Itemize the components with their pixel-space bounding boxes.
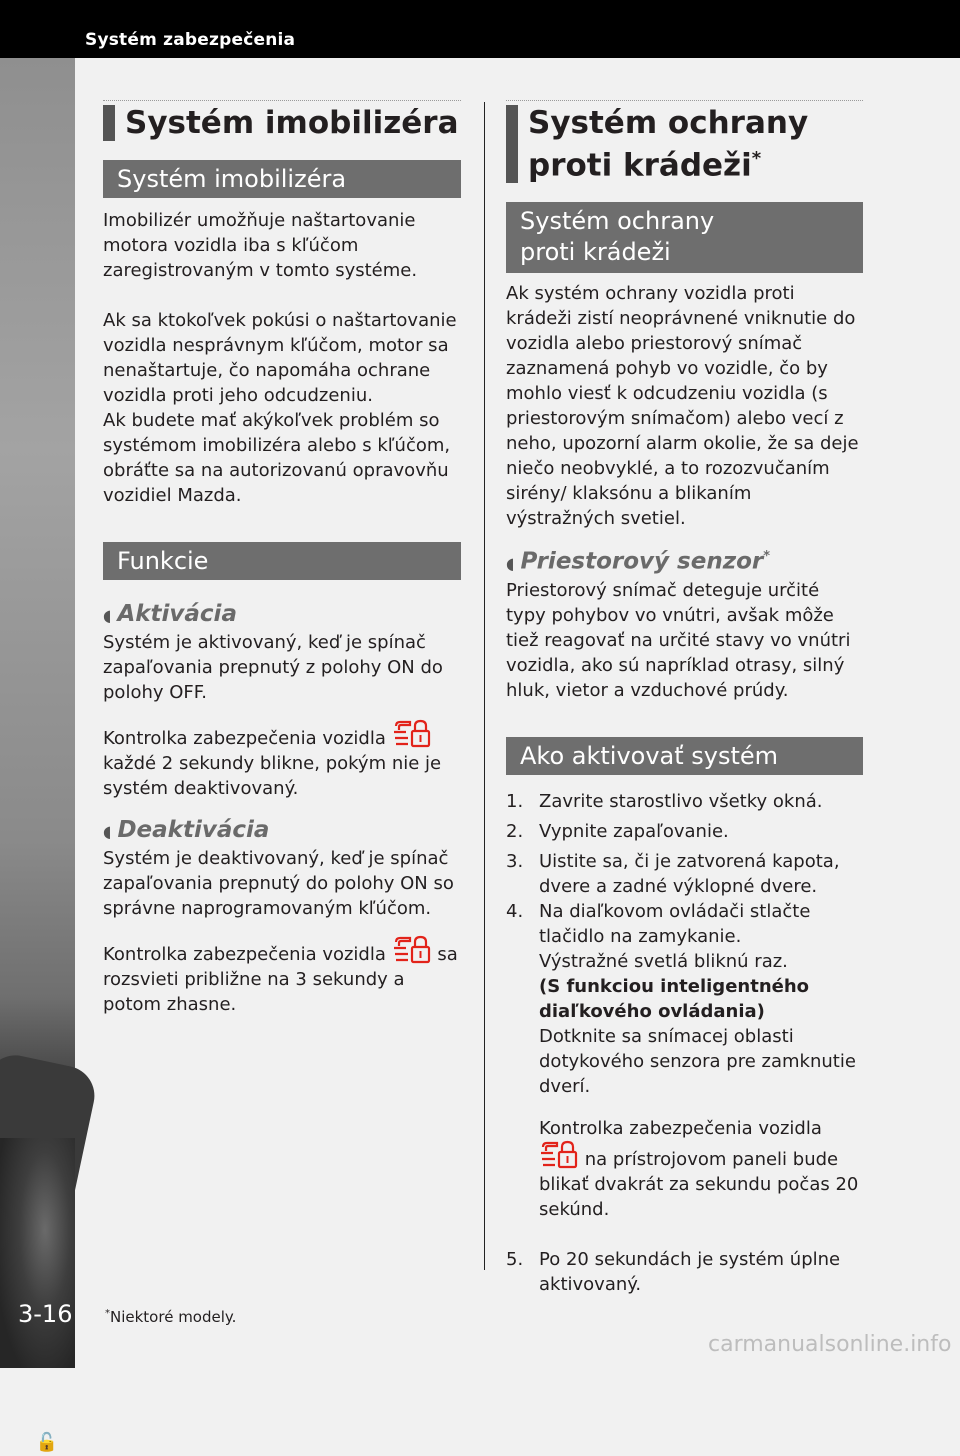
- section-title-line2: proti krádeži: [528, 147, 752, 184]
- para-wrong-key: Ak sa ktokoľvek pokúsi o naštartovanie vozidla nesprávnym kľúčom, motor sa nenaštartuje, čo napomáha ochrane vozidla proti jeho odcudzeniu.: [103, 310, 457, 406]
- step-text: Vypnite zapaľovanie.: [539, 820, 729, 842]
- band-functions: Funkcie: [103, 542, 461, 580]
- unlock-button-icon: 🔓: [35, 1432, 59, 1453]
- activation-steps-list: [506, 789, 863, 1297]
- para-deactivation: Systém je deaktivovaný, keď je spínač zapaľovania prepnutý do polohy ON so správne naprogramovaným kľúčom.: [103, 848, 454, 919]
- deactivation-light-text-mid: sa: [437, 944, 458, 965]
- subheading-sensor-text: Priestorový senzor: [520, 548, 764, 575]
- subheading-sensor: [506, 543, 863, 578]
- deactivation-light-text-post: rozsvieti približne na 3 sekundy a potom zhasne.: [103, 969, 405, 1015]
- step-text: Po 20 sekundách je systém úplne aktivovaný.: [539, 1248, 841, 1295]
- para-antitheft-intro: Ak systém ochrany vozidla proti krádeži zistí neoprávnené vniknutie do vozidla alebo priestorový snímač zaznamená pohyb vo vozidle, čo by mohlo viesť k odcudzeniu vozidla (s priestorovým snímačom) alebo vecí z neho, upozorní alarm okolie, že sa deje niečo neobvyklé, a to rozozvučaním sirény/ klaksónu a blikaním výstražných svetiel.: [506, 283, 859, 530]
- step-number: 4.: [506, 900, 524, 922]
- side-photo-strip: [0, 58, 75, 1453]
- step-text: Zavrite starostlivo všetky okná.: [539, 790, 823, 812]
- deactivation-light-text-pre: Kontrolka zabezpečenia vozidla: [103, 944, 386, 965]
- security-light-icon: [392, 720, 432, 748]
- para-activation: Systém je aktivovaný, keď je spínač zapaľovania prepnutý z polohy ON do polohy OFF.: [103, 632, 443, 703]
- band-line2: proti krádeži: [520, 238, 671, 267]
- triangle-bullet-icon: ◖: [103, 822, 112, 841]
- right-column: [506, 100, 863, 1297]
- list-item: [506, 789, 863, 814]
- header-title: Systém zabezpečenia: [85, 30, 296, 50]
- activation-light-text-post: každé 2 sekundy blikne, pokým nie je systém deaktivovaný.: [103, 753, 442, 799]
- footnote-asterisk: *: [105, 1308, 110, 1319]
- band-how-activate: Ako aktivovať systém: [506, 737, 863, 775]
- list-item: [506, 899, 863, 1222]
- subheading-deactivation: [103, 816, 461, 846]
- footnote-text: Niektoré modely.: [110, 1308, 237, 1326]
- band-immobilizer: Systém imobilizéra: [103, 160, 461, 198]
- step-text: Výstražné svetlá bliknú raz.: [539, 950, 788, 972]
- footnote: [105, 1308, 236, 1326]
- subheading-activation-text: Aktivácia: [117, 601, 237, 627]
- para-immobilizer-intro: Imobilizér umožňuje naštartovanie motora vozidla iba s kľúčom zaregistrovaným v tomto systéme.: [103, 210, 418, 281]
- section-title-text: Systém imobilizéra: [103, 105, 461, 141]
- header-bar: [0, 0, 960, 58]
- triangle-bullet-icon: ◖: [103, 606, 112, 625]
- subheading-activation: [103, 600, 461, 630]
- step-text: Na diaľkovom ovládači stlačte tlačidlo na zamykanie.: [539, 900, 811, 947]
- section-title-line1: Systém ochrany: [528, 105, 809, 141]
- step-light-text-pre: Kontrolka zabezpečenia vozidla: [539, 1117, 822, 1139]
- section-title-antitheft: [506, 100, 863, 183]
- step-number: 2.: [506, 820, 524, 842]
- list-item: [506, 1247, 863, 1297]
- security-light-icon: [539, 1141, 579, 1169]
- step-number: 5.: [506, 1248, 524, 1270]
- para-activation-light: [103, 720, 461, 801]
- asterisk-mark: *: [763, 549, 771, 565]
- triangle-bullet-icon: ◖: [506, 553, 515, 573]
- list-item: [506, 849, 863, 899]
- activation-light-text-pre: Kontrolka zabezpečenia vozidla: [103, 728, 386, 749]
- section-title-immobilizer: [103, 100, 461, 141]
- band-line1: Systém ochrany: [520, 207, 715, 236]
- list-item: [506, 819, 863, 844]
- door-panel-shape: [0, 1138, 75, 1368]
- step-bold-text: (S funkciou inteligentného diaľkového ovládania): [539, 975, 810, 1022]
- step-light-text-post: na prístrojovom paneli bude blikať dvakrát za sekundu počas 20 sekúnd.: [539, 1148, 859, 1220]
- step-number: 1.: [506, 790, 524, 812]
- subheading-deactivation-text: Deaktivácia: [117, 817, 270, 843]
- column-divider: [484, 102, 485, 1270]
- para-sensor: Priestorový snímač deteguje určité typy pohybov vo vnútri, avšak môže tiež reagovať na určité stavy vo vnútri vozidla, ako sú napríklad otrasy, silný hluk, vietor a vzduchové prúdy.: [506, 579, 851, 701]
- watermark-text: carmanualsonline.info: [708, 1332, 952, 1357]
- step-number: 3.: [506, 850, 524, 872]
- page-number: 3-16: [18, 1300, 73, 1328]
- asterisk-mark: *: [751, 148, 762, 169]
- band-antitheft: [506, 202, 863, 273]
- section-title-text: [506, 105, 863, 183]
- para-deactivation-light: [103, 936, 461, 1017]
- para-problem-contact: Ak budete mať akýkoľvek problém so systémom imobilizéra alebo s kľúčom, obráťte sa na autorizovanú opravovňu vozidiel Mazda.: [103, 410, 451, 506]
- step-text: Dotknite sa snímacej oblasti dotykového senzora pre zamknutie dverí.: [539, 1025, 856, 1097]
- security-light-icon: [392, 936, 432, 964]
- step-text: Uistite sa, či je zatvorená kapota, dvere a zadné výklopné dvere.: [539, 850, 840, 897]
- left-column: [103, 100, 461, 1017]
